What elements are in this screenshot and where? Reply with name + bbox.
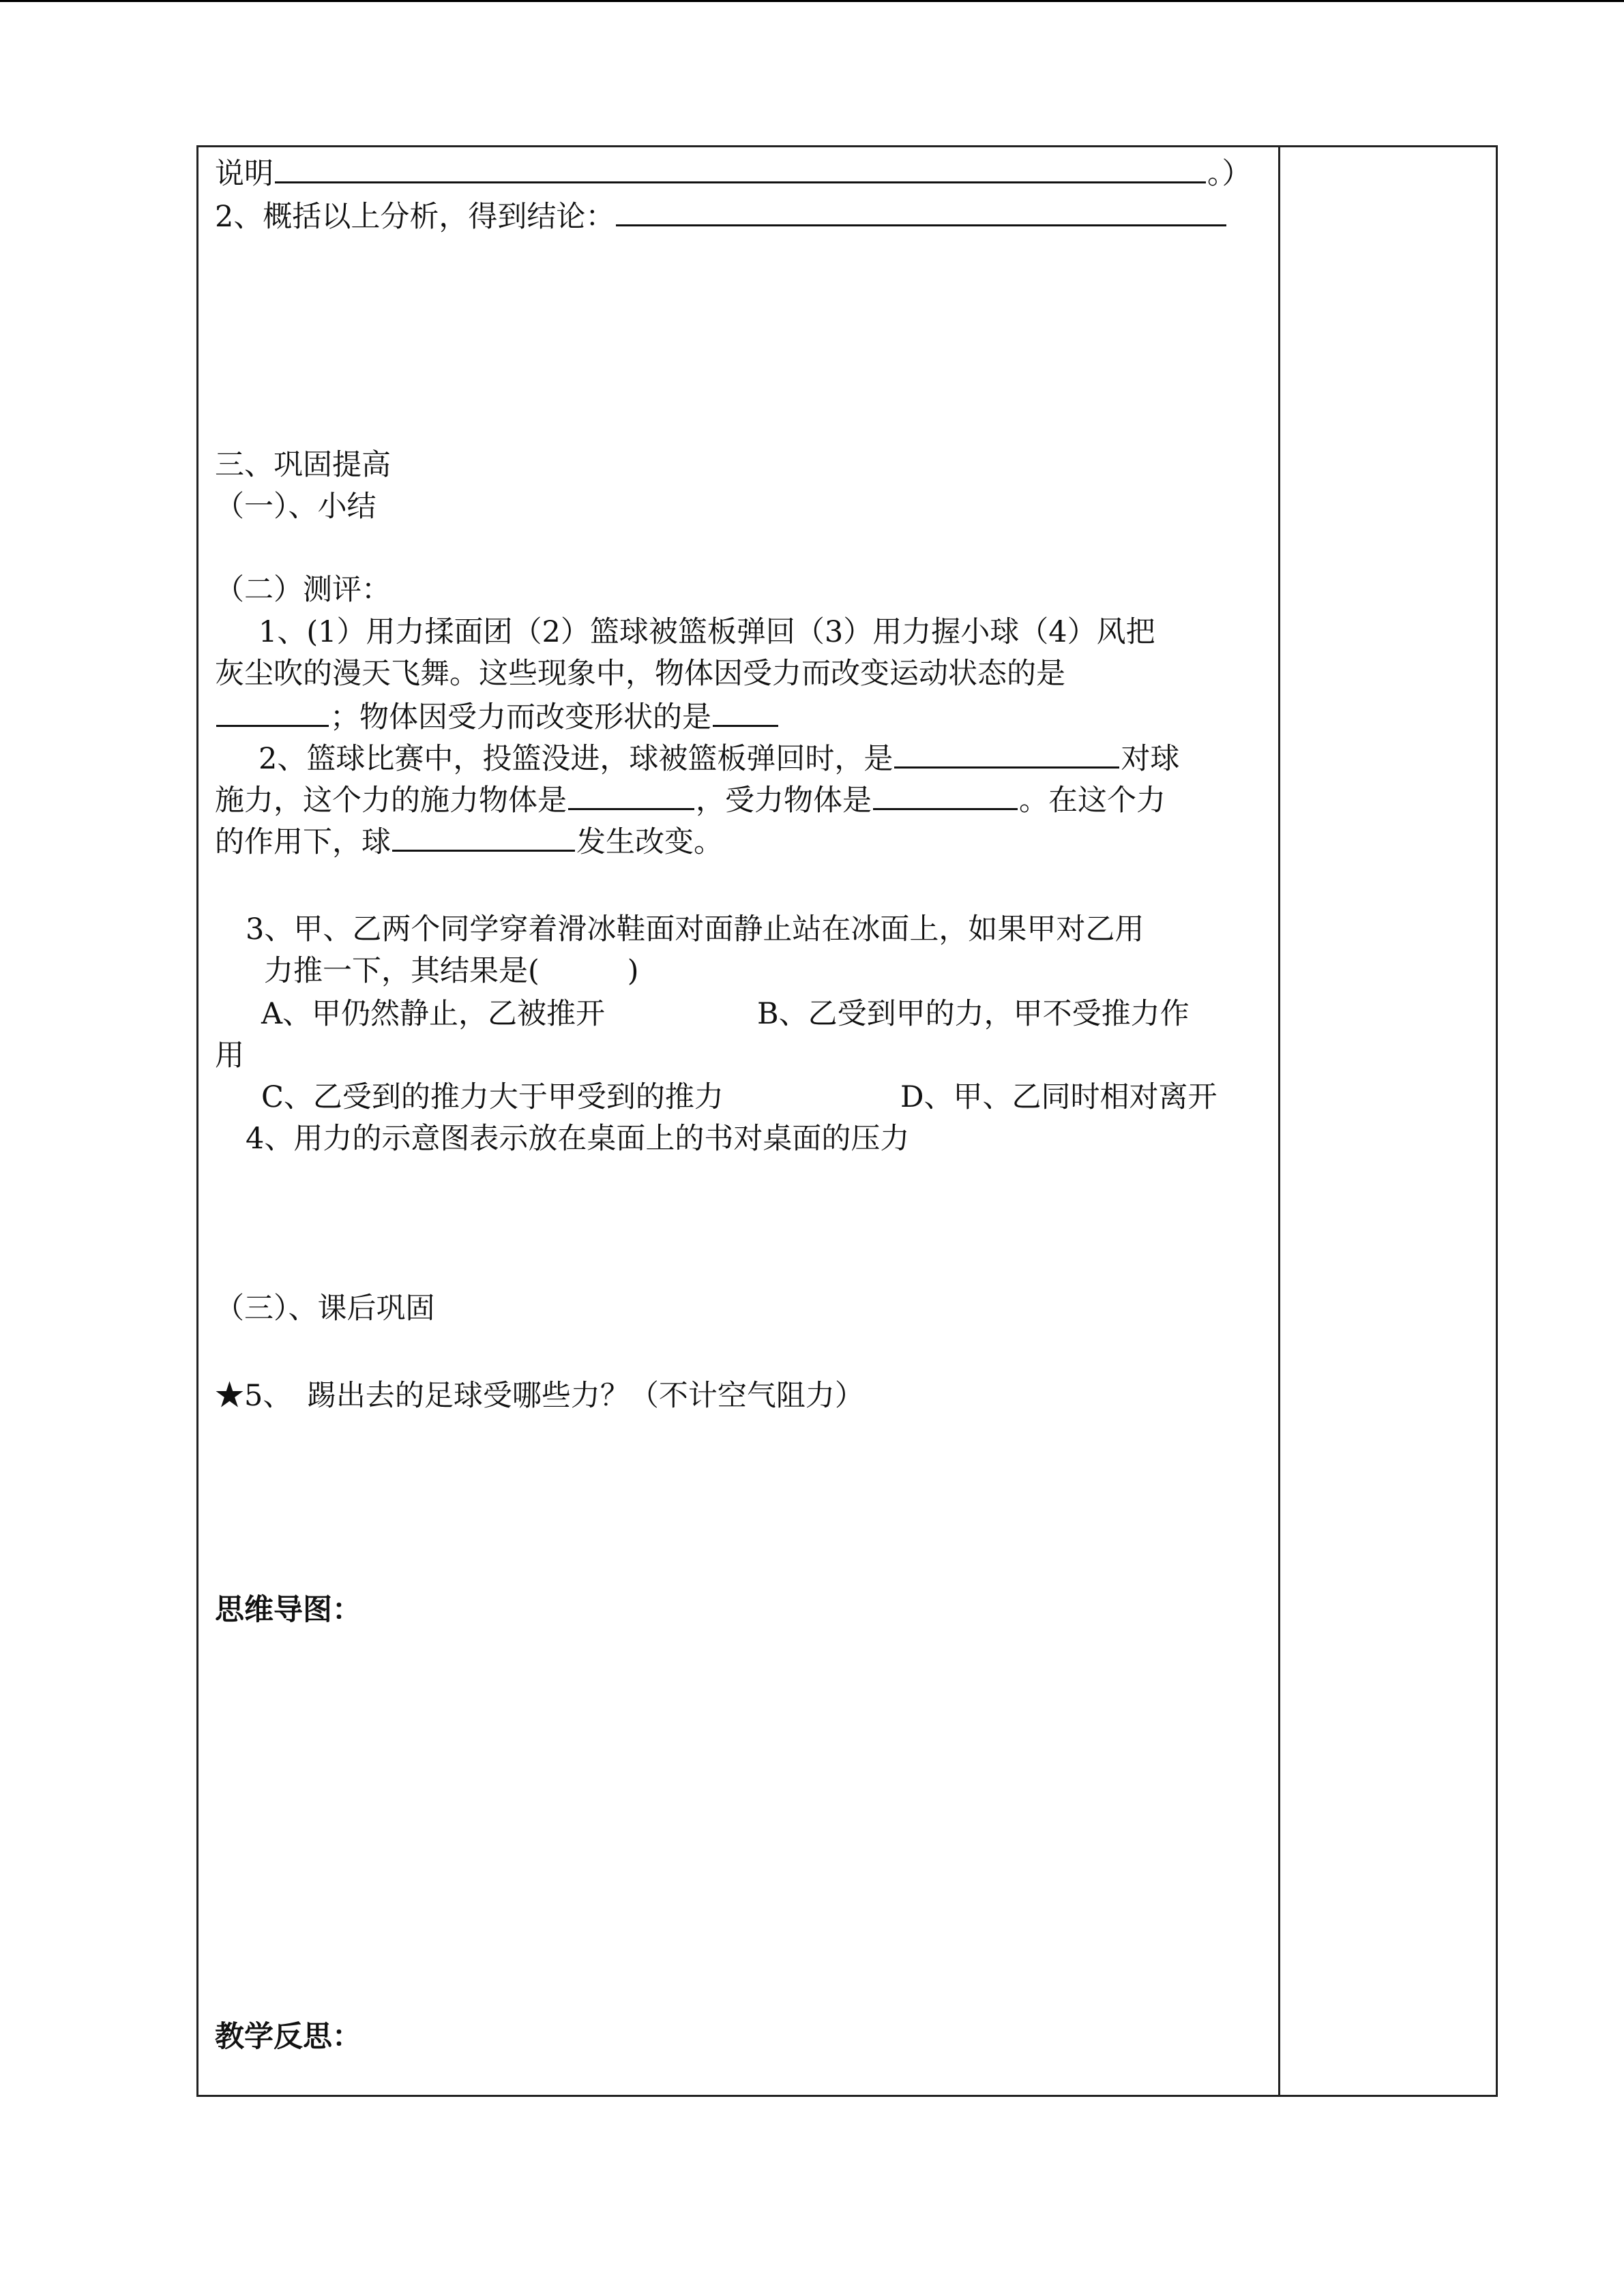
q3-line-a: 3、甲、乙两个同学穿着滑冰鞋面对面静止站在冰面上，如果甲对乙用	[246, 912, 1145, 946]
reflection-label: 教学反思：	[215, 2020, 361, 2054]
q2-blank-who[interactable]	[894, 736, 1119, 769]
q3-option-b: B、乙受到甲的力，甲不受推力作	[757, 997, 1190, 1031]
explain-blank[interactable]	[275, 151, 1206, 183]
q2-line-a	[259, 736, 1179, 779]
line-explain	[215, 151, 1252, 194]
after-class-heading: （三）、课后巩固	[215, 1292, 435, 1326]
section-heading: 三、巩固提高	[215, 448, 391, 482]
q2-blank-applier[interactable]	[568, 778, 694, 810]
q1-separator: ；物体因受力而改变形状的是	[330, 700, 711, 734]
worksheet-table	[196, 145, 1498, 2097]
q3-option-c: C、乙受到的推力大于甲受到的推力	[261, 1080, 724, 1114]
q2-b-mid: ，受力物体是	[696, 784, 872, 818]
summary-heading: （一）、小结	[215, 490, 377, 524]
conclusion-blank[interactable]	[616, 194, 1226, 226]
q3-option-d: D、甲、乙同时相对离开	[900, 1080, 1217, 1114]
q5-line: ★5、 踢出去的足球受哪些力？（不计空气阻力）	[215, 1379, 864, 1413]
q2-line-b	[215, 778, 1166, 821]
q4-line: 4、用力的示意图表示放在桌面上的书对桌面的压力	[246, 1122, 910, 1156]
q2-a-prefix: 2、篮球比赛中，投篮没进，球被篮板弹回时，是	[259, 742, 894, 776]
q2-c-suffix: 发生改变。	[576, 825, 723, 859]
mindmap-label: 思维导图：	[215, 1593, 361, 1627]
q1-blank-motion[interactable]	[216, 695, 329, 727]
q3-option-b-wrap: 用	[215, 1039, 244, 1073]
line-conclusion	[215, 194, 1228, 237]
q2-blank-change[interactable]	[392, 820, 575, 852]
q1-line-c	[215, 695, 780, 738]
q3-line-b: 力推一下，其结果是( )	[264, 954, 639, 988]
column-divider	[1278, 147, 1280, 2095]
q3-option-a: A、甲仍然静止，乙被推开	[261, 997, 606, 1031]
evaluation-heading: （二）测评：	[215, 573, 391, 607]
q2-b-suffix: 。在这个力	[1019, 784, 1166, 818]
q2-a-suffix: 对球	[1121, 742, 1180, 776]
conclusion-label: 2、概括以上分析，得到结论：	[215, 200, 615, 234]
explain-suffix: 。）	[1207, 157, 1252, 191]
q1-line-a: 1、(1）用力揉面团（2）篮球被篮板弹回（3）用力握小球（4）风把	[259, 615, 1155, 649]
q2-b-prefix: 施力，这个力的施力物体是	[215, 784, 567, 818]
q1-blank-shape[interactable]	[713, 695, 778, 727]
q2-c-prefix: 的作用下，球	[215, 825, 391, 859]
top-border-line	[0, 0, 1624, 2]
q2-line-c	[215, 820, 723, 863]
explain-prefix: 说明	[215, 157, 274, 191]
q2-blank-receiver[interactable]	[873, 778, 1018, 810]
q1-line-b: 灰尘吹的漫天飞舞。这些现象中，物体因受力而改变运动状态的是	[215, 657, 1065, 691]
